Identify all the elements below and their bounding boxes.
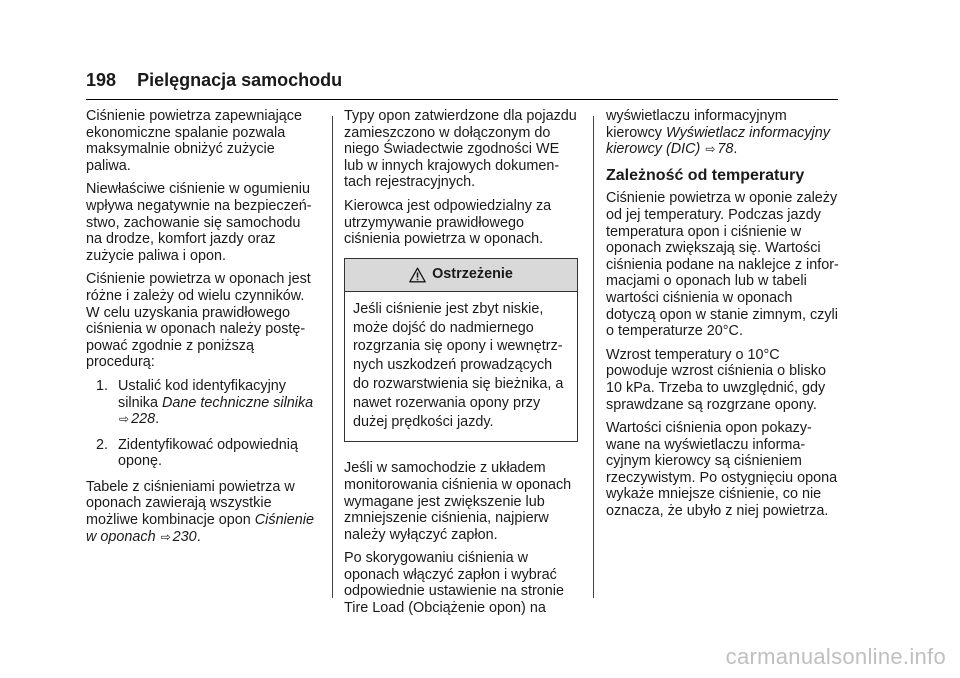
column-divider: [332, 116, 333, 598]
page-reference[interactable]: 228: [131, 411, 156, 428]
paragraph: Niewłaściwe ciśnienie w ogumieniu wpływa negatywnie na bezpieczeń-stwo, zachowanie się samochodu na drodze, komfort jazdy oraz zużycie paliwa i opon.: [86, 181, 312, 264]
cross-reference-link[interactable]: Ciśnienie w oponach: [86, 512, 314, 545]
procedure-list: [86, 378, 318, 470]
page-reference-arrow-icon: ⇨: [705, 142, 716, 157]
paragraph: Ciśnienie powietrza w oponie zależy od jej temperatury. Podczas jazdy temperatura opon i ciśnienie w oponach zwiększają się. Wartości ciśnienia podane na naklejce z infor-macjami o oponach lub w tabeli wartości ciśnienia w oponach dotyczą opon w stanie zimnym, czyli o temperaturze 20°C.: [606, 190, 839, 340]
punctuation: .: [196, 528, 201, 545]
cross-reference-link[interactable]: Wyświetlacz informacyjny kierowcy (DIC): [606, 124, 830, 158]
paragraph-text: Tabele z ciśnieniami powietrza w oponach zawierają wszystkie możliwe kombinacje opon: [86, 478, 295, 529]
cross-reference-link[interactable]: Dane techniczne silnika: [162, 394, 314, 411]
step-number: 2.: [96, 436, 109, 453]
column-1: [86, 108, 318, 552]
paragraph: [606, 108, 844, 158]
paragraph: Wzrost temperatury o 10°C powoduje wzrost ciśnienia o blisko 10 kPa. Trzeba to uwzględnić, gdy sprawdzane są rozgrzane opony.: [606, 346, 826, 413]
section-heading: Zależność od temperatury: [606, 166, 805, 184]
page-number: 198: [86, 70, 117, 90]
warning-text: Jeśli ciśnienie jest zbyt niskie, może dojść do nadmiernego rozgrzania się opony i wewnętrz-nych uszkodzeń prowadzących do rozwarstwienia się bieżnika, a nawet rozerwania opony przy dużej prędkości jazdy.: [353, 300, 564, 430]
list-item: [86, 437, 318, 470]
page-reference-arrow-icon: ⇨: [119, 412, 130, 427]
page-reference[interactable]: 230: [172, 528, 197, 545]
paragraph: Typy opon zatwierdzone dla pojazdu zamieszczono w dołączonym do niego Świadectwie zgodności WE lub w innych krajowych dokumen-tach rejestracyjnych.: [344, 108, 577, 191]
paragraph: Jeśli w samochodzie z układem monitorowania ciśnienia w oponach wymagane jest zwiększenie lub zmniejszenie ciśnienia, najpierw należy wyłączyć zapłon.: [344, 460, 572, 543]
page-title: Pielęgnacja samochodu: [137, 70, 343, 90]
paragraph-text: wyświetlaczu informacyjnym kierowcy: [606, 108, 787, 141]
watermark: carmanualsonline.info: [725, 644, 946, 669]
paragraph: Ciśnienie powietrza w oponach jest różne i zależy od wielu czynników. W celu uzyskania prawidłowego ciśnienia w oponach należy postę-pować zgodnie z poniższą procedurą:: [86, 271, 311, 371]
list-item: [86, 378, 318, 428]
step-text: Ustalić kod identyfikacyjny silnika: [118, 377, 286, 411]
punctuation: .: [733, 141, 738, 158]
paragraph: Kierowca jest odpowiedzialny za utrzymywanie prawidłowego ciśnienia powietrza w oponach.: [344, 197, 552, 248]
column-divider: [593, 116, 594, 598]
column-3: [606, 108, 844, 527]
warning-triangle-icon: [409, 267, 426, 283]
warning-box: [344, 258, 578, 443]
punctuation: .: [155, 411, 160, 428]
step-number: 1.: [96, 377, 109, 394]
paragraph: Wartości ciśnienia opon pokazy-wane na wyświetlaczu informa-cyjnym kierowcy są ciśnieniem rzeczywistym. Po ostygnięciu opona wykaże mniejsze ciśnienie, co nie oznacza, że ubyło z niej powietrza.: [606, 420, 838, 520]
paragraph: Po skorygowaniu ciśnienia w oponach włączyć zapłon i wybrać odpowiednie ustawienie na stronie Tire Load (Obciążenie opon) na: [344, 550, 565, 617]
step-text: Zidentyfikować odpowiednią oponę.: [118, 436, 298, 470]
paragraph: [86, 479, 318, 545]
page-reference-arrow-icon: ⇨: [160, 529, 171, 544]
column-2: [344, 108, 582, 624]
header-rule: [86, 99, 838, 100]
page-header: [86, 70, 342, 91]
warning-title: Ostrzeżenie: [432, 266, 513, 283]
paragraph: Ciśnienie powietrza zapewniające ekonomiczne spalanie pozwala maksymalnie obniżyć zużycie paliwa.: [86, 108, 302, 174]
page-reference[interactable]: 78: [717, 141, 734, 158]
warning-header: [345, 259, 577, 292]
